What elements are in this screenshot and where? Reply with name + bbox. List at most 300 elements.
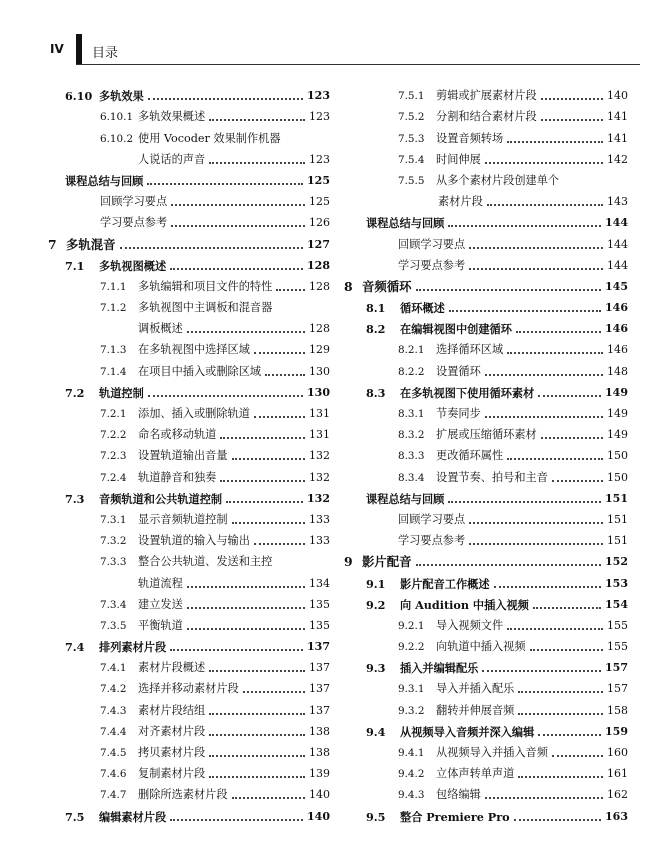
toc-entry-title: 选择循环区域	[436, 343, 504, 357]
toc-entry[interactable]	[344, 696, 628, 717]
toc-entry-number: 9.4	[366, 724, 386, 739]
toc-entry-number: 9.3.1	[398, 683, 425, 696]
toc-entry-page: 155	[607, 618, 628, 632]
dot-leader	[485, 795, 603, 799]
toc-entry-page: 131	[309, 407, 330, 420]
toc-entry-page: 135	[309, 597, 330, 611]
dot-leader	[243, 689, 305, 693]
toc-entry-number: 7.4.4	[100, 725, 127, 738]
toc-entry[interactable]	[48, 421, 330, 442]
toc-entry-title: 导入并插入配乐	[436, 682, 515, 696]
dot-leader	[254, 414, 305, 418]
toc-entry-number: 7.4.1	[100, 662, 127, 675]
toc-entry-title: 调板概述	[138, 322, 183, 336]
toc-entry-page: 140	[307, 809, 330, 823]
dot-leader	[209, 117, 305, 121]
toc-entry[interactable]	[48, 209, 330, 230]
toc-entry-page: 146	[607, 343, 628, 357]
toc-entry[interactable]	[344, 739, 628, 760]
dot-leader	[416, 562, 601, 566]
toc-entry-page: 133	[309, 534, 330, 548]
dot-leader	[469, 520, 603, 524]
dot-leader	[538, 393, 601, 397]
toc-entry-number: 8.2.2	[398, 365, 425, 378]
dot-leader	[530, 647, 603, 651]
toc-entry[interactable]	[48, 654, 330, 675]
toc-entry[interactable]	[344, 781, 628, 802]
toc-entry-number: 7.3.1	[100, 513, 127, 526]
toc-entry-number: 7.5.1	[398, 90, 425, 103]
toc-entry-number: 8.3.1	[398, 408, 425, 420]
toc-entry-title: 剪辑或扩展素材片段	[436, 89, 537, 103]
toc-entry-number: 7.3	[65, 491, 85, 506]
toc-entry-number: 7.2.4	[100, 471, 127, 484]
page-number: IV	[50, 42, 64, 56]
toc-entry-page: 144	[605, 216, 628, 230]
dot-leader	[552, 478, 603, 482]
toc-entry-number: 8.3	[366, 385, 386, 400]
toc-entry-title: 命名或移动轨道	[138, 428, 217, 442]
toc-entry-title: 立体声转单声道	[436, 767, 515, 781]
toc-entry-number: 8.3.4	[398, 471, 425, 484]
toc-entry[interactable]	[344, 336, 628, 357]
toc-entry-title: 多轨视图概述	[99, 258, 167, 273]
toc-entry-page: 127	[307, 237, 330, 251]
toc-entry[interactable]	[48, 548, 330, 569]
toc-entry[interactable]	[48, 781, 330, 802]
header-bar	[76, 34, 82, 64]
toc-entry-title: 拷贝素材片段	[138, 746, 206, 759]
toc-entry[interactable]	[48, 591, 330, 612]
toc-entry[interactable]	[48, 718, 330, 739]
toc-entry-page: 143	[607, 195, 628, 209]
toc-entry-title: 设置轨道的输入与输出	[138, 534, 250, 548]
toc-entry-title: 轨道流程	[138, 576, 183, 590]
toc-entry[interactable]	[344, 167, 628, 188]
dot-leader	[469, 266, 603, 270]
toc-entry-page: 141	[607, 110, 628, 124]
toc-entry-page: 137	[309, 703, 330, 717]
toc-entry-page: 145	[605, 279, 628, 293]
dot-leader	[541, 117, 603, 121]
toc-entry-title: 在项目中插入或删除区域	[138, 364, 262, 378]
dot-leader	[485, 160, 603, 164]
page-title: 目录	[92, 46, 119, 61]
toc-entry-page: 137	[307, 640, 330, 654]
toc-entry[interactable]	[344, 463, 628, 484]
toc-entry-title: 循环概述	[400, 301, 445, 316]
toc-entry-number: 9.5	[366, 809, 386, 824]
toc-entry[interactable]	[48, 633, 330, 654]
toc-entry-number: 7	[48, 236, 57, 252]
toc-entry[interactable]	[344, 400, 628, 421]
toc-entry-page: 123	[309, 110, 330, 124]
toc-entry-number: 7.4	[65, 640, 85, 655]
toc-entry-number: 9	[344, 554, 353, 570]
toc-entry[interactable]	[48, 188, 330, 209]
toc-entry[interactable]	[344, 527, 628, 548]
toc-entry-title: 复制素材片段	[138, 767, 206, 781]
toc-entry-title: 建立发送	[138, 597, 183, 611]
toc-entry-page: 144	[607, 237, 628, 251]
toc-entry-page: 146	[605, 301, 628, 315]
toc-entry-title: 素材片段概述	[138, 661, 206, 675]
toc-entry[interactable]	[344, 103, 628, 124]
toc-entry[interactable]	[344, 82, 628, 103]
toc-entry-title: 素材片段	[438, 195, 483, 209]
toc-entry[interactable]	[48, 675, 330, 696]
toc-entry[interactable]	[344, 315, 628, 336]
toc-entry-page: 140	[309, 788, 330, 802]
toc-entry[interactable]	[48, 124, 330, 145]
toc-entry-number: 7.3.3	[100, 556, 127, 569]
toc-entry[interactable]	[48, 103, 330, 124]
toc-entry-title: 在编辑视图中创建循环	[400, 322, 512, 337]
toc-right-column	[344, 82, 628, 824]
toc-entry[interactable]	[48, 527, 330, 548]
toc-entry-number: 9.4.2	[398, 768, 425, 781]
toc-entry-page: 123	[309, 152, 330, 166]
dot-leader	[518, 689, 603, 693]
dot-leader	[494, 584, 602, 588]
toc-entry-title: 课程总结与回顾	[366, 491, 445, 506]
toc-entry-title: 影片配音	[362, 554, 412, 570]
toc-entry[interactable]	[344, 146, 628, 167]
toc-entry-number: 7.4.2	[100, 683, 127, 696]
toc-entry-number: 7.5.4	[398, 153, 425, 166]
header-rule	[76, 64, 640, 65]
toc-entry[interactable]	[344, 230, 628, 251]
toc-entry-title: 在多轨视图下使用循环素材	[400, 385, 535, 400]
toc-entry-number: 7.3.2	[100, 535, 127, 548]
toc-entry[interactable]	[344, 760, 628, 781]
toc-entry[interactable]	[48, 167, 330, 188]
toc-entry-title: 从视频导入音频并深入编辑	[400, 724, 535, 739]
toc-entry-title: 轨道静音和独奏	[138, 470, 217, 484]
toc-entry-page: 137	[309, 661, 330, 675]
dot-leader	[482, 668, 601, 672]
toc-entry[interactable]	[48, 612, 330, 633]
dot-leader	[171, 223, 305, 227]
toc-entry-page: 123	[307, 89, 330, 103]
toc-entry[interactable]	[344, 442, 628, 463]
toc-left-column	[48, 82, 330, 824]
dot-leader	[514, 817, 601, 821]
toc-entry-title: 人说话的声音	[138, 152, 206, 166]
toc-entry-page: 132	[309, 449, 330, 463]
toc-entry-page: 149	[607, 407, 628, 420]
dot-leader	[170, 647, 303, 651]
toc-entry[interactable]	[48, 273, 330, 294]
toc-entry-page: 142	[607, 152, 628, 166]
toc-entry-page: 160	[607, 746, 628, 759]
toc-entry[interactable]	[344, 379, 628, 400]
dot-leader	[148, 393, 303, 397]
toc-entry-title: 回顾学习要点	[398, 237, 466, 251]
dot-leader	[220, 435, 305, 439]
toc-entry-page: 137	[309, 682, 330, 696]
toc-entry-title: 向轨道中插入视频	[436, 640, 526, 654]
toc-entry-page: 157	[605, 661, 628, 675]
dot-leader	[518, 774, 603, 778]
dot-leader	[541, 96, 603, 100]
toc-entry-title: 学习要点参考	[398, 258, 466, 272]
toc-entry[interactable]	[344, 718, 628, 739]
toc-entry-title: 在多轨视图中选择区域	[138, 343, 250, 357]
toc-entry[interactable]	[344, 421, 628, 442]
toc-entry[interactable]	[344, 591, 628, 612]
toc-entry[interactable]	[344, 188, 628, 209]
toc-entry-title: 平衡轨道	[138, 618, 183, 632]
toc-entry-title: 影片配音工作概述	[400, 576, 490, 591]
toc-entry-number: 9.1	[366, 576, 386, 591]
toc-entry-page: 129	[309, 343, 330, 357]
toc-entry[interactable]	[344, 209, 628, 230]
toc-entry-page: 128	[309, 279, 330, 293]
dot-leader	[171, 202, 305, 206]
toc-entry[interactable]	[344, 548, 628, 569]
toc-entry-title: 设置节奏、拍号和主音	[436, 470, 548, 484]
toc-entry[interactable]	[344, 612, 628, 633]
toc-entry-title: 插入并编辑配乐	[400, 661, 479, 676]
toc-entry-title: 排列素材片段	[99, 640, 167, 655]
toc-entry[interactable]	[48, 760, 330, 781]
dot-leader	[120, 245, 303, 249]
toc-entry-title: 选择并移动素材片段	[138, 682, 239, 696]
toc-entry-number: 7.1.2	[100, 302, 127, 315]
dot-leader	[265, 372, 305, 376]
dot-leader	[516, 329, 601, 333]
toc-entry[interactable]	[48, 463, 330, 484]
toc-entry-number: 6.10.1	[100, 111, 134, 124]
dot-leader	[448, 499, 601, 503]
toc-entry-page: 139	[309, 767, 330, 781]
toc-entry-title: 多轨视图中主调板和混音器	[138, 301, 273, 315]
toc-entry[interactable]	[344, 124, 628, 145]
toc-entry[interactable]	[48, 336, 330, 357]
toc-entry-number: 7.2.3	[100, 450, 127, 463]
toc-entry-number: 7.1.3	[100, 344, 127, 357]
toc-entry[interactable]	[48, 802, 330, 823]
dot-leader	[507, 139, 603, 143]
toc-entry-title: 翻转并伸展音频	[436, 703, 515, 717]
toc-entry-title: 回顾学习要点	[100, 195, 168, 209]
toc-entry[interactable]	[344, 252, 628, 273]
toc-entry-page: 132	[309, 470, 330, 484]
toc-entry-page: 161	[607, 767, 628, 781]
toc-entry-title: 节奏同步	[436, 407, 481, 420]
toc-entry-number: 7.5.3	[398, 132, 425, 145]
toc-entry[interactable]	[48, 569, 330, 590]
page-header	[40, 30, 640, 70]
toc-entry-number: 7.4.6	[100, 768, 127, 781]
toc-entry-title: 学习要点参考	[398, 534, 466, 548]
toc-entry[interactable]	[48, 506, 330, 527]
toc-entry-page: 157	[607, 682, 628, 696]
toc-entry-number: 9.4.3	[398, 789, 425, 802]
dot-leader	[254, 541, 305, 545]
dot-leader	[469, 245, 603, 249]
toc-entry-page: 163	[605, 809, 628, 823]
dot-leader	[209, 711, 305, 715]
toc-entry-number: 7.1	[65, 258, 85, 273]
dot-leader	[469, 541, 603, 545]
toc-entry-title: 包络编辑	[436, 788, 481, 802]
toc-entry-page: 151	[607, 534, 628, 548]
toc-entry-number: 9.2	[366, 597, 386, 612]
toc-entry-number: 9.2.2	[398, 641, 425, 654]
toc-entry[interactable]	[48, 294, 330, 315]
toc-entry-page: 144	[607, 258, 628, 272]
toc-entry-title: 整合 Premiere Pro	[400, 809, 510, 824]
dot-leader	[232, 520, 305, 524]
toc-entry[interactable]	[48, 252, 330, 273]
toc-entry-title: 音频轨道和公共轨道控制	[99, 491, 223, 506]
toc-entry-page: 158	[607, 703, 628, 717]
toc-entry-page: 152	[605, 555, 628, 569]
dot-leader	[518, 711, 603, 715]
toc-entry-title: 多轨混音	[66, 236, 116, 252]
dot-leader	[148, 96, 303, 100]
toc-entry[interactable]	[48, 146, 330, 167]
toc-entry[interactable]	[48, 696, 330, 717]
toc-entry-number: 8.3.3	[398, 450, 425, 463]
dot-leader	[538, 732, 601, 736]
toc-entry-title: 回顾学习要点	[398, 512, 466, 526]
toc-entry-number: 7.5	[65, 809, 85, 824]
toc-entry-number: 9.2.1	[398, 619, 425, 632]
dot-leader	[147, 181, 303, 185]
toc-entry-title: 课程总结与回顾	[366, 216, 445, 231]
toc-entry-number: 9.3.2	[398, 704, 425, 717]
dot-leader	[187, 605, 305, 609]
toc-entry-title: 对齐素材片段	[138, 724, 206, 738]
toc-entry-page: 138	[309, 746, 330, 759]
toc-entry[interactable]	[48, 400, 330, 421]
toc-entry[interactable]	[48, 230, 330, 251]
toc-entry-number: 7.4.3	[100, 704, 127, 717]
toc-entry-page: 134	[309, 576, 330, 590]
dot-leader	[487, 202, 603, 206]
toc-entry-number: 6.10	[65, 89, 93, 104]
toc-entry-title: 向 Audition 中插入视频	[400, 597, 529, 612]
toc-entry-number: 7.4.7	[100, 789, 127, 802]
toc-entry-title: 从多个素材片段创建单个	[436, 173, 560, 187]
toc-entry-page: 132	[307, 491, 330, 505]
toc-entry-number: 7.1.1	[100, 280, 127, 293]
toc-entry-page: 133	[309, 512, 330, 526]
dot-leader	[416, 287, 601, 291]
dot-leader	[209, 160, 305, 164]
toc-entry-title: 添加、插入或删除轨道	[138, 407, 250, 420]
toc-entry-number: 7.5.5	[398, 174, 425, 187]
toc-entry-number: 6.10.2	[100, 132, 134, 145]
dot-leader	[170, 266, 303, 270]
dot-leader	[276, 287, 305, 291]
toc-entry-number: 8.1	[366, 301, 386, 316]
toc-entry-page: 146	[605, 322, 628, 336]
dot-leader	[448, 223, 601, 227]
toc-entry-title: 音频循环	[362, 278, 412, 294]
toc-entry[interactable]	[48, 357, 330, 378]
toc-entry-title: 课程总结与回顾	[65, 173, 144, 188]
toc-entry[interactable]	[344, 357, 628, 378]
dot-leader	[187, 584, 305, 588]
toc-entry-page: 131	[309, 428, 330, 442]
toc-entry-page: 154	[605, 597, 628, 611]
toc-entry[interactable]	[48, 485, 330, 506]
toc-entry-page: 128	[309, 322, 330, 336]
toc-entry[interactable]	[344, 633, 628, 654]
dot-leader	[170, 817, 303, 821]
toc-entry[interactable]	[48, 442, 330, 463]
toc-entry-page: 150	[607, 449, 628, 463]
toc-entry-page: 148	[607, 364, 628, 378]
dot-leader	[187, 329, 305, 333]
toc-entry-number: 7.1.4	[100, 365, 127, 378]
toc-entry-page: 151	[607, 512, 628, 526]
dot-leader	[507, 456, 603, 460]
toc-entry[interactable]	[344, 485, 628, 506]
toc-entry[interactable]	[48, 379, 330, 400]
dot-leader	[533, 605, 601, 609]
toc-entry[interactable]	[344, 675, 628, 696]
dot-leader	[226, 499, 303, 503]
toc-entry[interactable]	[344, 294, 628, 315]
toc-entry[interactable]	[48, 82, 330, 103]
toc-entry-title: 扩展或压缩循环素材	[436, 428, 537, 442]
toc-entry[interactable]	[344, 569, 628, 590]
dot-leader	[485, 414, 603, 418]
toc-entry-title: 多轨效果	[99, 89, 144, 104]
toc-entry-number: 7.4.5	[100, 747, 127, 759]
dot-leader	[209, 668, 305, 672]
toc-entry[interactable]	[344, 273, 628, 294]
toc-entry-title: 编辑素材片段	[99, 809, 167, 824]
dot-leader	[220, 478, 305, 482]
toc-entry-number: 8.3.2	[398, 429, 425, 442]
toc-entry-title: 使用 Vocoder 效果制作机器	[138, 131, 281, 145]
toc-entry-page: 126	[309, 216, 330, 230]
toc-entry-page: 130	[307, 385, 330, 399]
toc-entry[interactable]	[344, 654, 628, 675]
toc-entry[interactable]	[344, 802, 628, 823]
toc-entry-page: 125	[309, 195, 330, 209]
toc-entry-number: 7.2	[65, 385, 85, 400]
toc-entry[interactable]	[48, 315, 330, 336]
toc-entry-page: 150	[607, 470, 628, 484]
toc-entry-number: 7.3.4	[100, 598, 127, 611]
toc-entry-title: 更改循环属性	[436, 449, 504, 463]
toc-entry[interactable]	[344, 506, 628, 527]
dot-leader	[254, 350, 305, 354]
dot-leader	[209, 732, 305, 736]
toc-entry[interactable]	[48, 739, 330, 760]
toc-entry-title: 整合公共轨道、发送和主控	[138, 555, 273, 569]
toc-entry-number: 8.2	[366, 322, 386, 337]
toc-entry-number: 7.3.5	[100, 619, 127, 632]
toc-entry-title: 设置音频转场	[436, 131, 504, 145]
toc-entry-number: 7.2.1	[100, 408, 127, 420]
toc-entry-title: 学习要点参考	[100, 216, 168, 230]
toc-entry-page: 149	[605, 385, 628, 399]
toc-entry-number: 8.2.1	[398, 344, 425, 357]
dot-leader	[507, 350, 603, 354]
toc-entry-title: 导入视频文件	[436, 618, 504, 632]
toc-entry-number: 7.2.2	[100, 429, 127, 442]
toc-entry-page: 149	[607, 428, 628, 442]
toc-entry-title: 分割和结合素材片段	[436, 110, 537, 124]
